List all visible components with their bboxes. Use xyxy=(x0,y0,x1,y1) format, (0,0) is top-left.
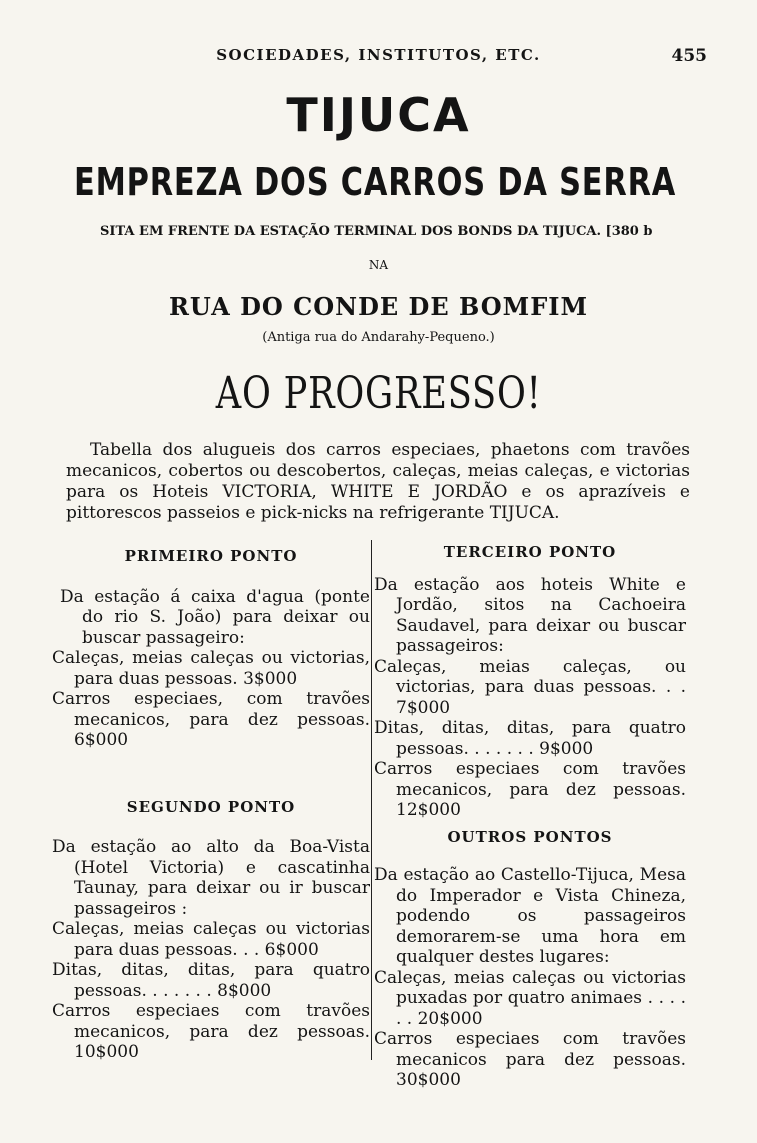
terceiro-entry-3: Ditas, ditas, ditas, para quatro pessoas. . . . . . . 9$000 xyxy=(374,718,686,759)
right-column xyxy=(374,540,686,1091)
outros-pontos-heading: OUTROS PONTOS xyxy=(447,827,613,846)
left-column xyxy=(52,540,370,1063)
page-number: 455 xyxy=(671,46,707,66)
terceiro-entry-2: Caleças, meias caleças, ou victorias, para duas pessoas. . . 7$000 xyxy=(374,656,686,718)
outros-entry-1: Da estação ao Castello-Tijuca, Mesa do Imperador e Vista Chineza, podendo os passageiros demorarem-se uma hora em qualquer destes lugares: xyxy=(374,865,686,967)
segundo-entry-1: Da estação ao alto da Boa-Vista (Hotel Victoria) e cascatinha Taunay, para deixar ou ir buscar passageiros : xyxy=(52,837,370,919)
terceiro-ponto-heading: TERCEIRO PONTO xyxy=(443,543,617,561)
outros-entry-2: Caleças, meias caleças ou victorias puxadas por quatro animaes . . . . . . 20$000 xyxy=(374,967,686,1029)
outros-entry-3: Carros especiaes com travões mecanicos para dez pessoas. 30$000 xyxy=(374,1029,686,1090)
street-name: RUA DO CONDE DE BOMFIM xyxy=(168,292,589,321)
primeiro-entry-3: Carros especiaes, com travões mecanicos, para dez pessoas. 6$000 xyxy=(52,689,370,750)
primeiro-ponto-heading: PRIMEIRO PONTO xyxy=(124,547,298,565)
title-tijuca: TIJUCA xyxy=(286,88,471,142)
title-empreza: EMPREZA DOS CARROS DA SERRA xyxy=(74,160,677,204)
segundo-entry-2: Caleças, meias caleças ou victorias para duas pessoas. . . 6$000 xyxy=(52,919,370,960)
column-divider xyxy=(371,540,372,1060)
progresso-slogan xyxy=(0,368,757,419)
segundo-entry-4: Carros especiaes com travões mecanicos, para dez pessoas. 10$000 xyxy=(52,1001,370,1062)
na-label: NA xyxy=(368,258,389,272)
progresso-text: AO PROGRESSO! xyxy=(215,368,542,419)
terceiro-entry-4: Carros especiaes com travões mecanicos, para dez pessoas. 12$000 xyxy=(374,759,686,820)
primeiro-entry-1: Da estação á caixa d'agua (ponte do rio S. João) para deixar ou buscar passageiro: xyxy=(60,586,370,648)
segundo-ponto-heading: SEGUNDO PONTO xyxy=(126,797,296,816)
terceiro-entry-1: Da estação aos hoteis White e Jordão, sitos na Cachoeira Saudavel, para deixar ou buscar passageiros: xyxy=(374,574,686,656)
intro-paragraph: Tabella dos alugueis dos carros especiaes, phaetons com travões mecanicos, cobertos ou descobertos, caleças, meias caleças, e victorias para os Hoteis VICTORIA, WHITE E JORDÃO e os aprazíveis e pittorescos passeios e pick-nicks na refrigerante TIJUCA. xyxy=(66,440,690,523)
running-head: SOCIEDADES, INSTITUTOS, ETC. xyxy=(216,46,541,64)
segundo-entry-3: Ditas, ditas, ditas, para quatro pessoas. . . . . . . 8$000 xyxy=(52,960,370,1001)
primeiro-entry-2: Caleças, meias caleças ou victorias, para duas pessoas. 3$000 xyxy=(52,648,370,689)
former-street-name: (Antiga rua do Andarahy-Pequeno.) xyxy=(262,330,495,345)
location-line: SITA EM FRENTE DA ESTAÇÃO TERMINAL DOS BONDS DA TIJUCA. [380 b xyxy=(100,224,653,239)
